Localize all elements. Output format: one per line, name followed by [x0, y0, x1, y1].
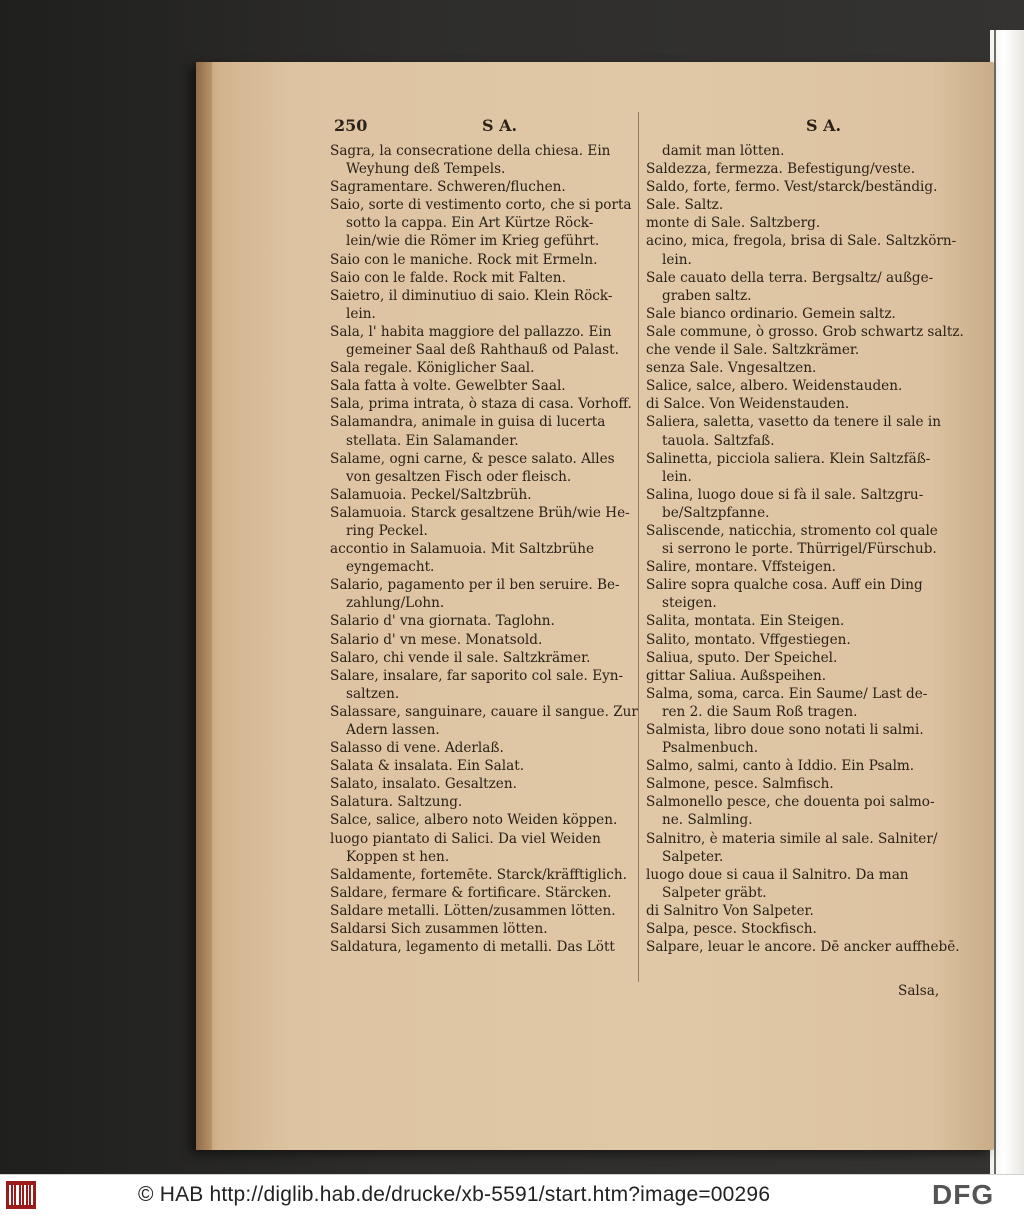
- text-line: Sagramentare. Schweren/fluchen.: [330, 179, 566, 196]
- text-line: stellata. Ein Salamander.: [346, 432, 519, 449]
- text-line: Adern lassen.: [346, 722, 440, 738]
- column-divider: [638, 112, 639, 982]
- text-line: Salmo, salmi, canto à Iddio. Ein Psalm.: [646, 758, 915, 775]
- text-line: ne. Salmling.: [662, 812, 753, 829]
- text-line: steigen.: [662, 595, 717, 612]
- text-line: Salmista, libro doue sono notati li salmi.: [646, 722, 924, 738]
- text-line: luogo piantato di Salici. Da viel Weiden: [330, 830, 601, 847]
- text-line: Salma, soma, carca. Ein Saume/ Last de-: [646, 685, 928, 702]
- text-line: Saldarsi Sich zusammen lötten.: [330, 921, 548, 938]
- text-line: Saio con le falde. Rock mit Falten.: [330, 269, 566, 286]
- text-line: di Salnitro Von Salpeter.: [646, 902, 814, 919]
- text-line: Saio, sorte di vestimento corto, che si porta: [330, 197, 632, 214]
- text-line: Salata & insalata. Ein Salat.: [330, 758, 525, 775]
- left-running-head: S A.: [482, 116, 518, 135]
- catchword: Salsa,: [898, 983, 940, 999]
- text-line: Saietro, il diminutiuo di saio. Klein Röck-: [330, 287, 613, 304]
- text-line: Sala regale. Königlicher Saal.: [330, 360, 535, 377]
- text-line: Salnitro, è materia simile al sale. Salniter/: [646, 830, 938, 847]
- text-line: Salamandra, animale in guisa di lucerta: [330, 414, 606, 431]
- text-line: eyngemacht.: [346, 559, 435, 576]
- text-line: Sale. Saltz.: [646, 197, 724, 214]
- text-line: acino, mica, fregola, brisa di Sale. Saltzkörn-: [646, 233, 957, 250]
- text-line: Saliscende, naticchia, stromento col quale: [646, 522, 938, 539]
- text-line: accontio in Salamuoia. Mit Saltzbrühe: [330, 541, 594, 558]
- page-number: 250: [334, 116, 368, 135]
- text-line: Salpa, pesce. Stockfisch.: [646, 921, 817, 938]
- text-line: zahlung/Lohn.: [346, 595, 445, 612]
- text-line: Salato, insalato. Gesaltzen.: [330, 776, 517, 793]
- text-line: lein.: [346, 305, 376, 322]
- page-edge: [196, 62, 212, 1150]
- right-running-head: S A.: [806, 116, 842, 135]
- text-line: Salassare, sanguinare, cauare il sangue. Zur: [330, 703, 638, 720]
- text-line: Salasso di vene. Aderlaß.: [330, 740, 504, 757]
- text-line: ren 2. die Saum Roß tragen.: [662, 703, 858, 720]
- text-line: Sala, prima intrata, ò staza di casa. Vorhoff.: [330, 396, 632, 413]
- text-line: senza Sale. Vngesaltzen.: [646, 360, 817, 377]
- text-line: Salina, luogo doue si fà il sale. Saltzgru-: [646, 486, 924, 503]
- text-line: saltzen.: [346, 685, 400, 702]
- text-line: monte di Sale. Saltzberg.: [646, 215, 821, 232]
- text-line: luogo doue si caua il Salnitro. Da man: [646, 866, 909, 883]
- right-column: [646, 142, 964, 956]
- text-line: lein.: [662, 251, 692, 268]
- text-line: Sala fatta à volte. Gewelbter Saal.: [330, 378, 566, 395]
- text-line: Weyhung deß Tempels.: [346, 161, 506, 178]
- page-gutter-line: [994, 30, 996, 1174]
- text-line: Saliua, sputo. Der Speichel.: [646, 649, 838, 666]
- text-line: sotto la cappa. Ein Art Kürtze Röck-: [346, 215, 594, 232]
- text-line: Salario d' vn mese. Monatsold.: [330, 631, 543, 648]
- text-line: Saliera, saletta, vasetto da tenere il sale in: [646, 414, 941, 431]
- text-line: Salaro, chi vende il sale. Saltzkrämer.: [330, 649, 591, 666]
- text-line: Salire sopra qualche cosa. Auff ein Ding: [646, 577, 923, 594]
- text-line: Salmone, pesce. Salmfisch.: [646, 776, 834, 793]
- text-line: si serrono le porte. Thürrigel/Fürschub.: [662, 541, 937, 558]
- text-line: lein.: [662, 468, 692, 485]
- text-line: Salario, pagamento per il ben seruire. Be-: [330, 577, 620, 594]
- text-line: Salatura. Saltzung.: [330, 794, 463, 811]
- text-line: Sala, l' habita maggiore del pallazzo. Ein: [330, 323, 612, 340]
- text-line: Salario d' vna giornata. Taglohn.: [330, 613, 555, 630]
- left-column: [330, 142, 638, 956]
- text-line: Salmonello pesce, che douenta poi salmo-: [646, 794, 935, 811]
- text-line: gittar Saliua. Außspeihen.: [646, 667, 827, 684]
- library-barcode-icon: [6, 1181, 36, 1209]
- text-line: Saldamente, fortemēte. Starck/kräfftiglich.: [330, 866, 627, 883]
- text-line: che vende il Sale. Saltzkrämer.: [646, 342, 860, 359]
- text-line: Salito, montato. Vffgestiegen.: [646, 631, 851, 648]
- text-line: Saldezza, fermezza. Befestigung/veste.: [646, 161, 916, 178]
- text-line: damit man lötten.: [662, 143, 785, 159]
- text-line: Saldatura, legamento di metalli. Das Lött: [330, 939, 615, 956]
- text-line: Sagra, la consecratione della chiesa. Ein: [330, 143, 611, 159]
- text-line: Koppen st hen.: [346, 848, 450, 865]
- text-line: Salice, salce, albero. Weidenstauden.: [646, 378, 903, 395]
- text-line: Sale cauato della terra. Bergsaltz/ außge-: [646, 269, 934, 286]
- text-line: Salamuoia. Starck gesaltzene Brüh/wie He-: [330, 504, 630, 521]
- text-line: tauola. Saltzfaß.: [662, 432, 775, 449]
- text-line: graben saltz.: [662, 287, 752, 304]
- text-line: von gesaltzen Fisch oder fleisch.: [346, 468, 572, 485]
- citation-link[interactable]: © HAB http://diglib.hab.de/drucke/xb-5591/start.htm?image=00296: [138, 1183, 771, 1206]
- dfg-logo: DFG: [932, 1179, 995, 1210]
- text-line: Sale commune, ò grosso. Grob schwartz saltz.: [646, 323, 964, 340]
- text-line: Saio con le maniche. Rock mit Ermeln.: [330, 251, 598, 268]
- text-line: be/Saltzpfanne.: [662, 504, 770, 521]
- text-line: Salare, insalare, far saporito col sale. Eyn-: [330, 667, 624, 684]
- text-line: Saldare metalli. Lötten/zusammen lötten.: [330, 902, 616, 919]
- text-line: Saldo, forte, fermo. Vest/starck/beständig.: [646, 179, 938, 196]
- text-line: Salpare, leuar le ancore. Dē ancker auffhebē.: [646, 939, 960, 956]
- text-line: Saldare, fermare & fortificare. Stärcken.: [330, 884, 612, 901]
- text-line: Sale bianco ordinario. Gemein saltz.: [646, 305, 896, 322]
- text-line: ring Peckel.: [346, 522, 428, 539]
- text-line: Salinetta, picciola saliera. Klein Saltzfäß-: [646, 450, 931, 467]
- text-line: Salamuoia. Peckel/Saltzbrüh.: [330, 486, 532, 503]
- text-line: Salce, salice, albero noto Weiden köppen.: [330, 812, 618, 829]
- text-line: Salire, montare. Vffsteigen.: [646, 559, 837, 576]
- footer-bar: [0, 1174, 1024, 1215]
- text-line: Salame, ogni carne, & pesce salato. Alles: [330, 450, 615, 467]
- text-line: Salita, montata. Ein Steigen.: [646, 613, 845, 630]
- text-line: Salpeter gräbt.: [662, 884, 767, 901]
- text-line: Psalmenbuch.: [662, 740, 759, 757]
- text-line: gemeiner Saal deß Rahthauß od Palast.: [346, 342, 619, 359]
- text-line: Salpeter.: [662, 848, 724, 865]
- text-line: di Salce. Von Weidenstauden.: [646, 396, 850, 413]
- text-line: lein/wie die Römer im Krieg geführt.: [346, 233, 600, 250]
